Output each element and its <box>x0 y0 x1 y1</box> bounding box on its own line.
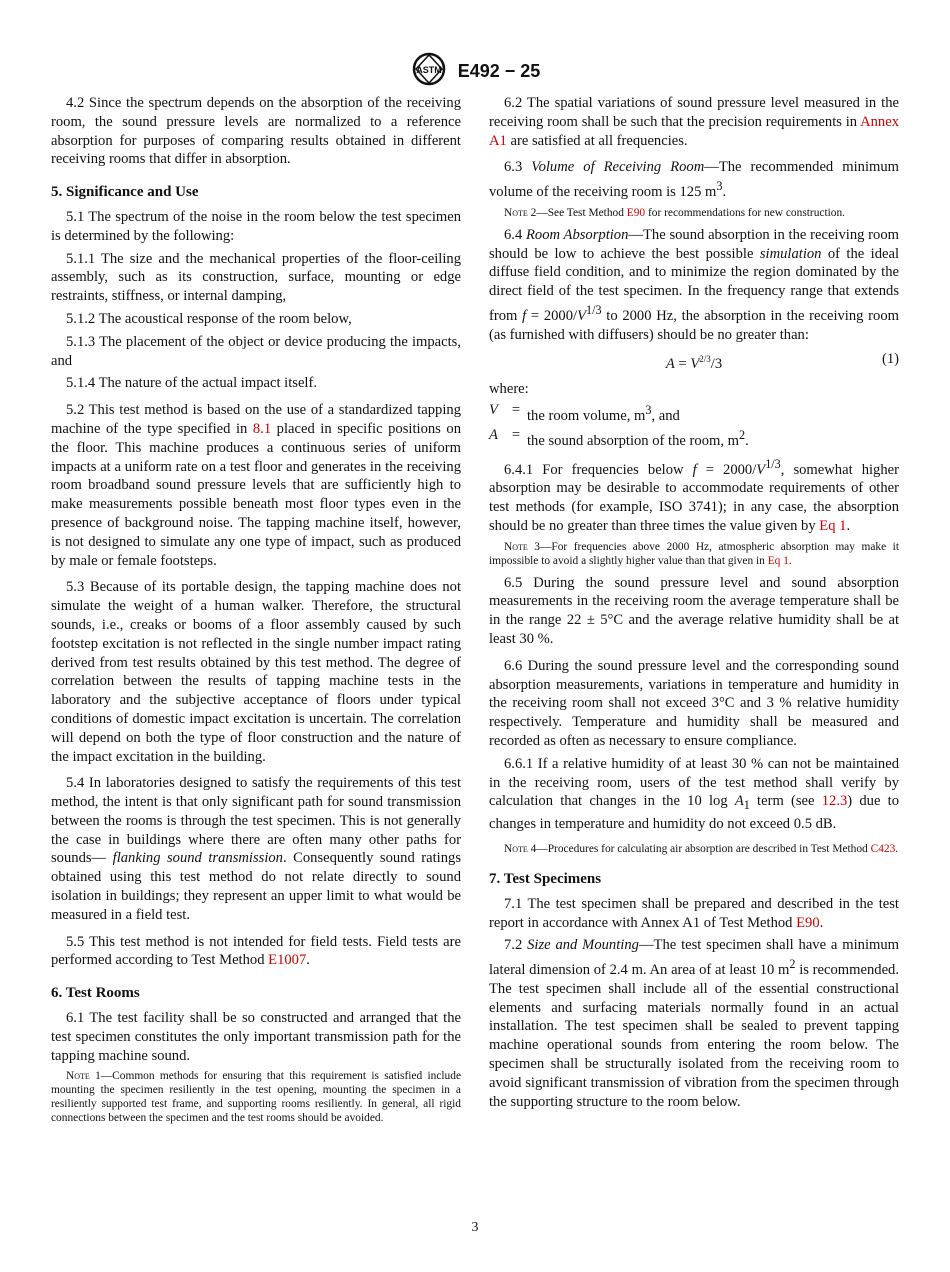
logo-text: ASTM <box>415 65 442 75</box>
equation-1: $A = V^{2/3}/3$ (1) <box>665 351 899 373</box>
para-5-4: 5.4 In laboratories designed to satisfy the requirements of this test method, the intent is that only significant path for sound transmission between the rooms is through the test specimen. This is not generally the case in buildings where there are often many other paths for sounds— flanking sound transmission. Consequently sound ratings obtained using this test method do not relate directly to sound isolation in buildings; they represent an upper limit to what would be measured in a field test. <box>51 775 461 923</box>
para-6-6-1: 6.6.1 If a relative humidity of at least 30 % can not be maintained in the receiving room, users of the test method shall verify by calculation that changes in the 10 $\log A_1$ term (see 12.3) due to changes in temperature and humidity do not exceed 0.5 dB. <box>489 755 899 833</box>
para-5-1-1: 5.1.1 The size and the mechanical properties of the floor-ceiling assembly, such as its construction, surface, mounting or edge restraints, stiffness, or internal damping, <box>51 250 461 305</box>
para-5-1: 5.1 The spectrum of the noise in the room below the test specimen is determined by the following: <box>51 208 461 244</box>
para-4-2: 4.2 Since the spectrum depends on the absorption of the receiving room, the sound pressure levels are normalized to a reference absorption for purposes of comparing results obtained in different receiving rooms that differ in absorption. <box>51 95 461 168</box>
para-5-3: 5.3 Because of its portable design, the tapping machine does not simulate the weight of a human walker. Therefore, the structural sounds, i.e., creaks or booms of a floor assembly caused by such footstep excitation is not reflected in the single number impact rating derived from test results obtained by this test method. The degree of correlation between the results of tapping machine tests in the laboratory and the subjective acceptance of floors under typical conditions of domestic impact excitation is uncertain. The correlation will depend on both the type of floor construction and the nature of the impact excitation in the building. <box>51 579 461 765</box>
note-1: Note 1—Common methods for ensuring that this requirement is satisfied include mounting the specimen resiliently in the test opening, mounting the specimen in a resiliently supported test frame, and supporting rooms resiliently. In general, all rigid connections between the specimen and the test rooms should be avoided. <box>51 1070 461 1125</box>
heading-section-6: 6. Test Rooms <box>51 985 140 1002</box>
note-3: Note 3—For frequencies above 2000 Hz, atmospheric absorption may make it impossible to avoid a slightly higher value than that given in Eq 1. <box>489 540 899 567</box>
para-5-5: 5.5 This test method is not intended for field tests. Field tests are performed according to Test Method E1007. <box>51 933 461 969</box>
para-6-3: 6.3 Volume of Receiving Room—The recommended minimum volume of the receiving room is 125 $m^3$. <box>489 159 900 201</box>
para-6-1: 6.1 The test facility shall be so constructed and arranged that the test specimen constitutes the only important transmission path for the tapping machine sound. <box>51 1010 461 1064</box>
page-number: 3 <box>471 1220 479 1235</box>
link-8-1[interactable]: 8.1 <box>252 420 272 437</box>
link-eq-1-note[interactable]: Eq 1 <box>767 554 789 567</box>
astm-logo-icon <box>410 52 448 91</box>
link-eq-1[interactable]: Eq 1 <box>819 517 847 534</box>
right-column <box>489 94 899 1115</box>
para-6-6: 6.6 During the sound pressure level and the corresponding sound absorption measurements, variations in temperature and humidity in the receiving room shall not exceed 3°C and 3 % relative humidity respectively. Temperature and humidity shall be measured and recorded as often as necessary to ensure compliance. <box>489 657 899 750</box>
heading-section-5: 5. Significance and Use <box>51 184 199 201</box>
para-6-2: 6.2 The spatial variations of sound pressure level measured in the receiving room shall be such that the precision requirements in Annex A1 are satisfied at all frequencies. <box>489 95 899 149</box>
heading-section-7: 7. Test Specimens <box>489 870 602 887</box>
note-2: Note 2—See Test Method E90 for recommendations for new construction. <box>504 206 846 219</box>
definition-v: V = the room volume, $m^3$, and <box>489 402 680 425</box>
where-label: where: <box>489 381 529 398</box>
para-6-4: 6.4 Room Absorption—The sound absorption in the receiving room should be low to achieve the best possible simulation of the ideal diffuse field condition, and to minimize the region dominated by the direct field of the test specimen. In the frequency range that extends from $f = 2000/V^{1/3}$ to 2000 Hz, the absorption in the receiving room (as furnished with diffusers) should be no greater than: <box>489 226 900 343</box>
link-e90[interactable]: E90 <box>626 206 646 219</box>
standard-designation: E492 − 25 <box>457 61 541 81</box>
definition-a: A = the sound absorption of the room, $m^2$. <box>489 426 749 449</box>
page-header <box>0 52 950 91</box>
para-5-1-2: 5.1.2 The acoustical response of the room below, <box>66 310 352 327</box>
para-5-1-4: 5.1.4 The nature of the actual impact itself. <box>66 375 317 392</box>
link-annex-a1[interactable]: Annex A1 <box>489 113 899 149</box>
para-6-4-1: 6.4.1 For frequencies below $f = 2000/V^{1/3}$, somewhat higher absorption may be desirable to accommodate requirements of other test methods (for example, ISO 3741); in any case, the absorption should be no greater than three times the value given by Eq 1. <box>489 456 899 534</box>
link-e90-7-1[interactable]: E90 <box>796 914 820 931</box>
para-6-5: 6.5 During the sound pressure level and sound absorption measurements in the receiving room the average temperature shall be in the range 22 ± 5°C and the average relative humidity shall be at least 30 %. <box>489 574 899 648</box>
para-7-2: 7.2 Size and Mounting—The test specimen shall have a minimum lateral dimension of 2.4 m. An area of at least 10 $m^2$ is recommended. The test specimen shall include all of the essential constructional elements and surfacing materials normally found in an actual installation. The test specimen shall be sealed to prevent tapping machine operational sounds from entering the room below. The specimen shall be structurally isolated from the receiving room to avoid significant transmission of vibration from the specimen through the supporting structure to the room below. <box>489 937 900 1110</box>
para-5-2: 5.2 This test method is based on the use of a standardized tapping machine of the type specified in 8.1 placed in specific positions on the floor. This machine produces a continuous series of uniform impacts at a uniform rate on a test floor and generates in the receiving room broadband sound pressure levels that are sufficiently high to make measurements possible beneath most floor types even in the presence of background noise. The tapping machine itself, however, is not designed to simulate any one type of impact, such as produced by male or female footsteps. <box>51 402 461 569</box>
equation-number: (1) <box>881 351 899 368</box>
link-e1007[interactable]: E1007 <box>268 952 307 969</box>
link-12-3[interactable]: 12.3 <box>821 793 848 810</box>
para-5-1-3: 5.1.3 The placement of the object or device producing the impacts, and <box>51 333 461 369</box>
link-c423[interactable]: C423 <box>870 842 896 855</box>
left-column <box>51 94 461 1131</box>
note-4: Note 4—Procedures for calculating air absorption are described in Test Method C423. <box>504 842 899 855</box>
para-7-1: 7.1 The test specimen shall be prepared and described in the test report in accordance with Annex A1 of Test Method E90. <box>489 895 899 931</box>
